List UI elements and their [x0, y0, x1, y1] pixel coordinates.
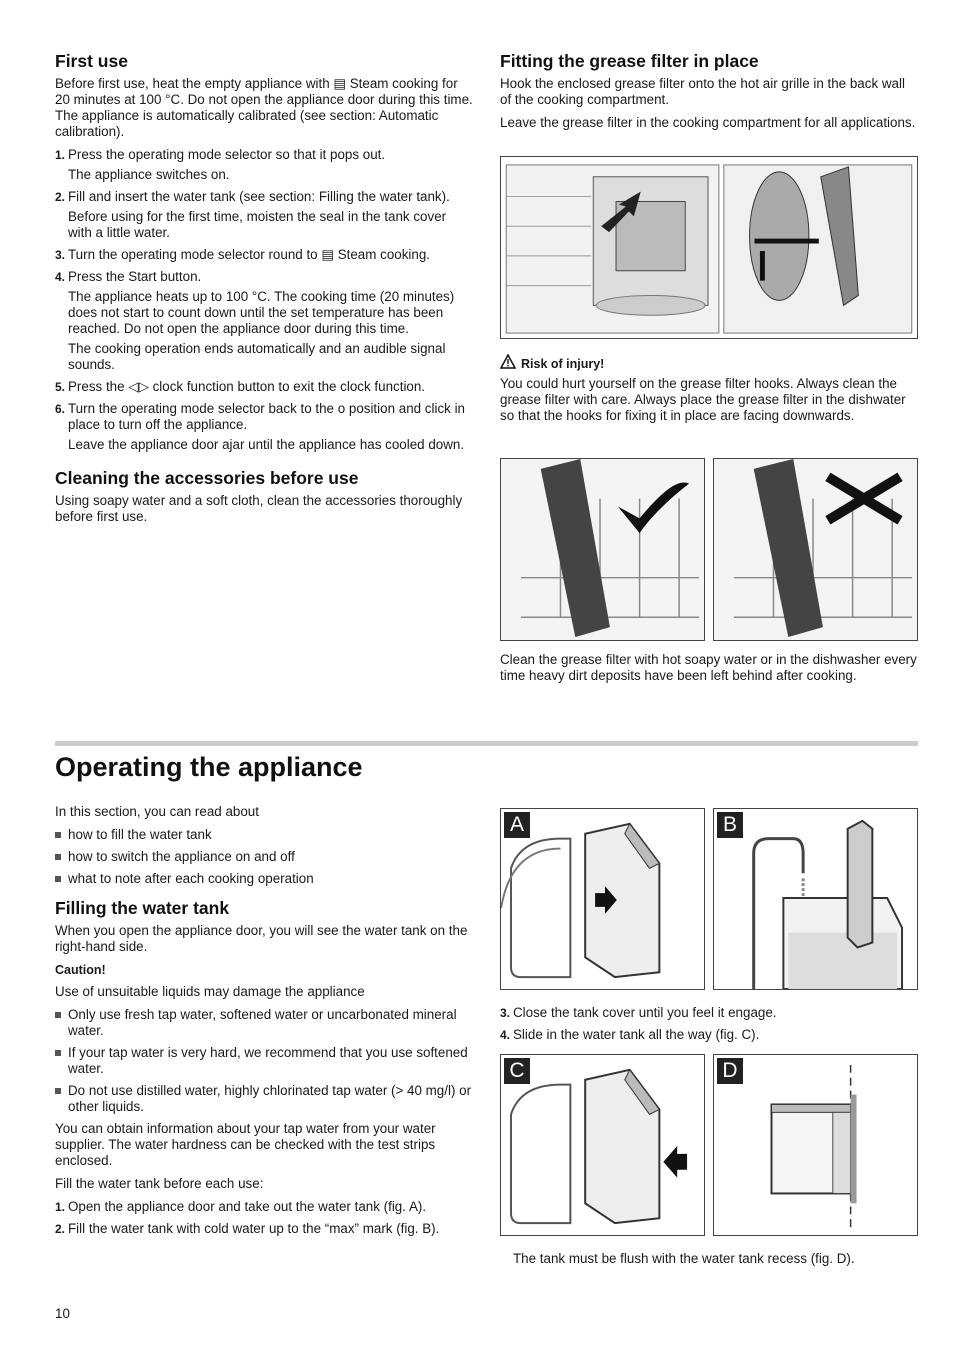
- figure-d: [713, 1054, 918, 1236]
- step-number: 2.: [55, 190, 66, 204]
- oven-drawing: [501, 157, 917, 338]
- bullet-item: what to note after each cooking operation: [55, 871, 473, 887]
- risk-text: You could hurt yourself on the grease filter hooks. Always clean the grease filter with care. Always place the grease filter in the dishwater so that the hooks for fixing it in place are facing downwards.: [500, 376, 906, 423]
- step-text: Turn the operating mode selector round to ▤ Steam cooking.: [68, 247, 430, 262]
- step-text: Press the Start button.: [68, 269, 202, 284]
- figure-a-drawing: [501, 809, 704, 989]
- step-number: 2.: [55, 1222, 66, 1236]
- water-tank-steps-right: [500, 1005, 918, 1043]
- bullet-item: If your tap water is very hard, we recommend that you use softened water.: [55, 1045, 473, 1077]
- risk-warning: [500, 354, 918, 431]
- operating-column: [55, 804, 473, 1243]
- step-text: Press the operating mode selector so that it pops out.: [68, 147, 386, 162]
- step-text: Fill and insert the water tank (see section: Filling the water tank).: [68, 189, 450, 204]
- first-use-heading: First use: [55, 51, 128, 71]
- step-result: Leave the appliance door ajar until the appliance has cooled down.: [68, 437, 465, 452]
- section-title: Operating the appliance: [55, 752, 363, 782]
- first-use-column: [55, 50, 473, 532]
- water-tank-steps-right-column: [500, 1005, 918, 1049]
- figure-a-label: A: [504, 812, 530, 838]
- step-number: 4.: [500, 1028, 511, 1042]
- step-text: Close the tank cover until you feel it engage.: [513, 1005, 777, 1020]
- water-tank-p1: When you open the appliance door, you will see the water tank on the right-hand side.: [55, 923, 468, 954]
- figure-c: [500, 1054, 705, 1236]
- figure-b: [713, 808, 918, 990]
- caution-text: Use of unsuitable liquids may damage the appliance: [55, 984, 365, 999]
- step-item: [500, 1005, 918, 1021]
- step-number: 5.: [55, 380, 66, 394]
- water-tank-steps: [55, 1199, 473, 1237]
- section-rule: [55, 741, 918, 746]
- dishwasher-incorrect-illustration: [713, 458, 918, 641]
- step-text: Slide in the water tank all the way (fig. C).: [513, 1027, 760, 1042]
- first-use-steps: [55, 147, 473, 453]
- step-text: Press the ◁▷ clock function button to exit the clock function.: [68, 379, 426, 394]
- dishwasher-incorrect-drawing: [714, 459, 917, 640]
- step-text: Turn the operating mode selector back to the o position and click in place to turn off the appliance.: [68, 401, 465, 432]
- bullet-item: Do not use distilled water, highly chlorinated tap water (> 40 mg/l) or other liquids.: [55, 1083, 473, 1115]
- step-result: The cooking operation ends automatically and an audible signal sounds.: [68, 341, 446, 372]
- figure-b-drawing: [714, 809, 917, 989]
- bullet-item: how to switch the appliance on and off: [55, 849, 473, 865]
- grease-filter-p1: Hook the enclosed grease filter onto the hot air grille in the back wall of the cooking compartment.: [500, 76, 905, 107]
- step-item: [55, 247, 473, 263]
- caution-title: Caution!: [55, 963, 106, 977]
- step-number: 4.: [55, 270, 66, 284]
- water-tank-p3: Fill the water tank before each use:: [55, 1176, 264, 1191]
- page-number: 10: [55, 1306, 70, 1321]
- step-result: The appliance switches on.: [68, 167, 230, 182]
- step-result: Before using for the first time, moisten the seal in the tank cover with a little water.: [68, 209, 447, 240]
- step-item: [55, 379, 473, 395]
- step-item: [500, 1027, 918, 1043]
- step-number: 1.: [55, 1200, 66, 1214]
- water-tank-heading: Filling the water tank: [55, 898, 230, 918]
- step-item: [55, 1221, 473, 1237]
- warning-triangle-icon: [500, 354, 516, 373]
- step-item: [55, 401, 473, 453]
- step-number: 1.: [55, 148, 66, 162]
- figure-b-label: B: [717, 812, 743, 838]
- figure-d-label: D: [717, 1058, 743, 1084]
- water-tank-p2: You can obtain information about your tap water from your water supplier. The water hardness can be checked with the test strips enclosed.: [55, 1121, 436, 1168]
- grease-filter-cleaning-note: Clean the grease filter with hot soapy water or in the dishwasher every time heavy dirt deposits have been left behind after cooking.: [500, 652, 917, 683]
- step-item: [55, 1199, 473, 1215]
- step-text: Open the appliance door and take out the water tank (fig. A).: [68, 1199, 427, 1214]
- dishwasher-correct-drawing: [501, 459, 704, 640]
- cleaning-heading: Cleaning the accessories before use: [55, 468, 359, 488]
- operating-bullets: [55, 827, 473, 887]
- step-result: The appliance heats up to 100 °C. The cooking time (20 minutes) does not start to count down until the set temperature has been reached. Do not open the appliance door during this time.: [68, 289, 455, 336]
- step-item: [55, 269, 473, 373]
- grease-filter-column: [500, 50, 918, 138]
- figure-c-label: C: [504, 1058, 530, 1084]
- grease-filter-heading: Fitting the grease filter in place: [500, 51, 759, 71]
- bullet-item: Only use fresh tap water, softened water or uncarbonated mineral water.: [55, 1007, 473, 1039]
- first-use-intro: Before first use, heat the empty appliance with ▤ Steam cooking for 20 minutes at 100 °C. Do not open the appliance door during this time. The appliance is automatically calibrated (see section: Automatic calibration).: [55, 76, 473, 139]
- risk-title: Risk of injury!: [500, 354, 918, 373]
- step-item: [55, 147, 473, 183]
- operating-intro: In this section, you can read about: [55, 804, 259, 819]
- grease-filter-p2: Leave the grease filter in the cooking compartment for all applications.: [500, 115, 916, 130]
- step-number: 3.: [500, 1006, 511, 1020]
- figure-a: [500, 808, 705, 990]
- flush-note: The tank must be flush with the water tank recess (fig. D).: [513, 1251, 855, 1266]
- figure-d-drawing: [714, 1055, 917, 1235]
- caution-bullets: [55, 1007, 473, 1115]
- step-number: 3.: [55, 248, 66, 262]
- cleaning-text: Using soapy water and a soft cloth, clean the accessories thoroughly before first use.: [55, 493, 463, 524]
- bullet-item: how to fill the water tank: [55, 827, 473, 843]
- dishwasher-correct-illustration: [500, 458, 705, 641]
- step-text: Fill the water tank with cold water up to the “max” mark (fig. B).: [68, 1221, 440, 1236]
- step-item: [55, 189, 473, 241]
- step-number: 6.: [55, 402, 66, 416]
- grease-filter-oven-illustration: [500, 156, 918, 339]
- figure-c-drawing: [501, 1055, 704, 1235]
